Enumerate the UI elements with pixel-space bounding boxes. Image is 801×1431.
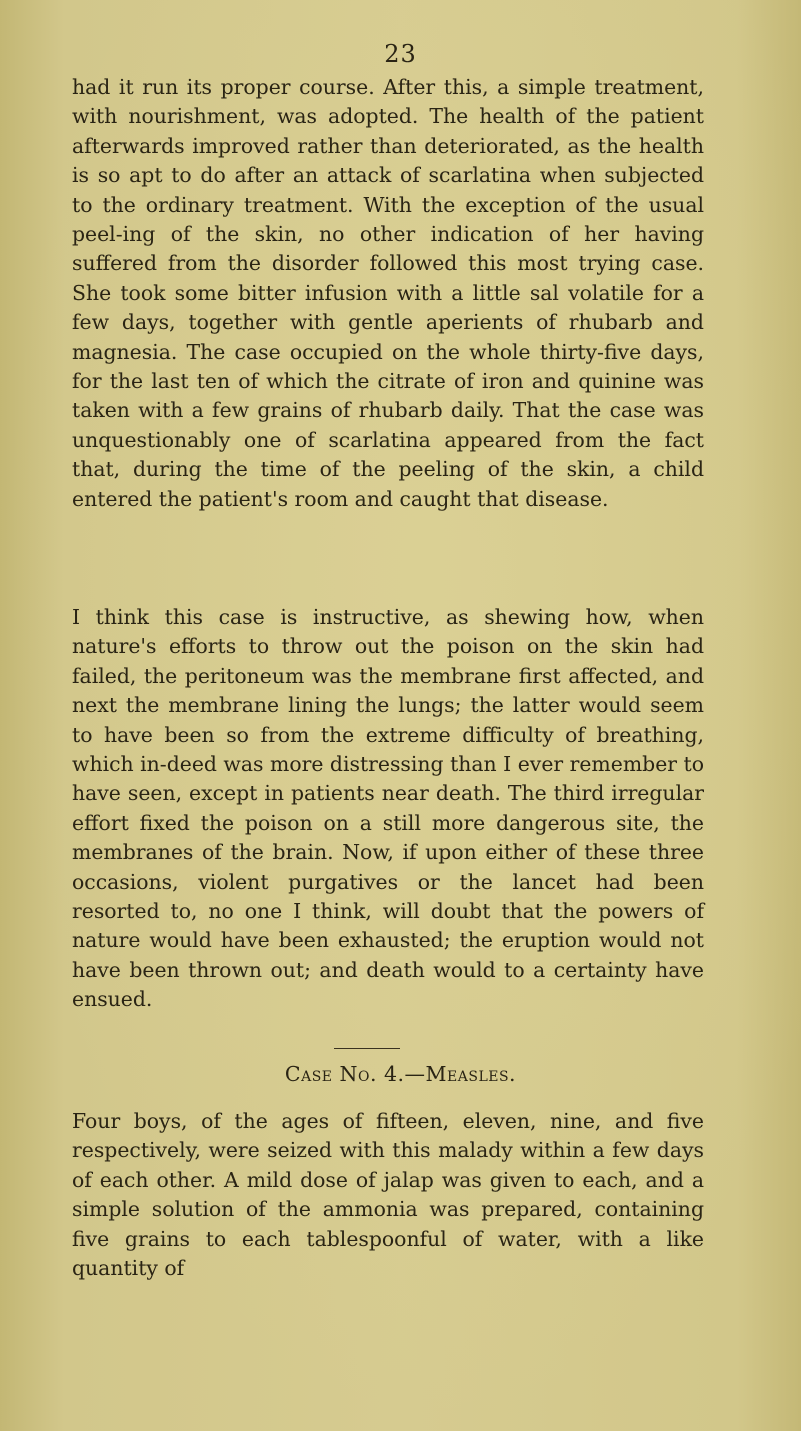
case-heading-text: Case No. 4.—Measles. — [284, 1062, 517, 1086]
case-heading — [0, 1062, 801, 1086]
paragraph-case-commentary — [72, 603, 704, 1015]
page-number: 23 — [384, 40, 417, 68]
section-divider — [334, 1048, 400, 1049]
paragraph-text: Four boys, of the ages of fifteen, eleven, nine, and five respectively, were seized with this malady within a few days of each other. A mild dose of jalap was given to each, and a simple solution of the ammonia was prepared, containing five grains to each tablespoonful of water, with a like quantity of — [72, 1109, 704, 1281]
paragraph-measles-case — [72, 1107, 704, 1283]
paragraph-scarlatina-outcome — [72, 73, 704, 514]
paragraph-text: had it run its proper course. After this, a simple treatment, with nourishment, was adopted. The health of the patient afterwards improved rather than deteriorated, as the health is so apt to do after an attack of scarlatina when subjected to the ordinary treatment. With the exception of the usual peel-ing of the skin, no other indication of her having suffered from the disorder followed this most trying case. She took some bitter infusion with a little sal volatile for a few days, together with gentle aperients of rhubarb and magnesia. The case occupied on the whole thirty-five days, for the last ten of which the citrate of iron and quinine was taken with a few grains of rhubarb daily. That the case was unquestionably one of scarlatina appeared from the fact that, during the time of the peeling of the skin, a child entered the patient's room and caught that disease. — [72, 75, 704, 511]
paragraph-text: I think this case is instructive, as shewing how, when nature's efforts to throw out the poison on the skin had failed, the peritoneum was the membrane first affected, and next the membrane lining the lungs; the latter would seem to have been so from the extreme difficulty of breathing, which in-deed was more distressing than I ever remember to have seen, except in patients near death. The third irregular effort fixed the poison on a still more dangerous site, the membranes of the brain. Now, if upon either of these three occasions, violent purgatives or the lancet had been resorted to, no one I think, will doubt that the powers of nature would have been exhausted; the eruption would not have been thrown out; and death would to a certainty have ensued. — [72, 605, 704, 1012]
